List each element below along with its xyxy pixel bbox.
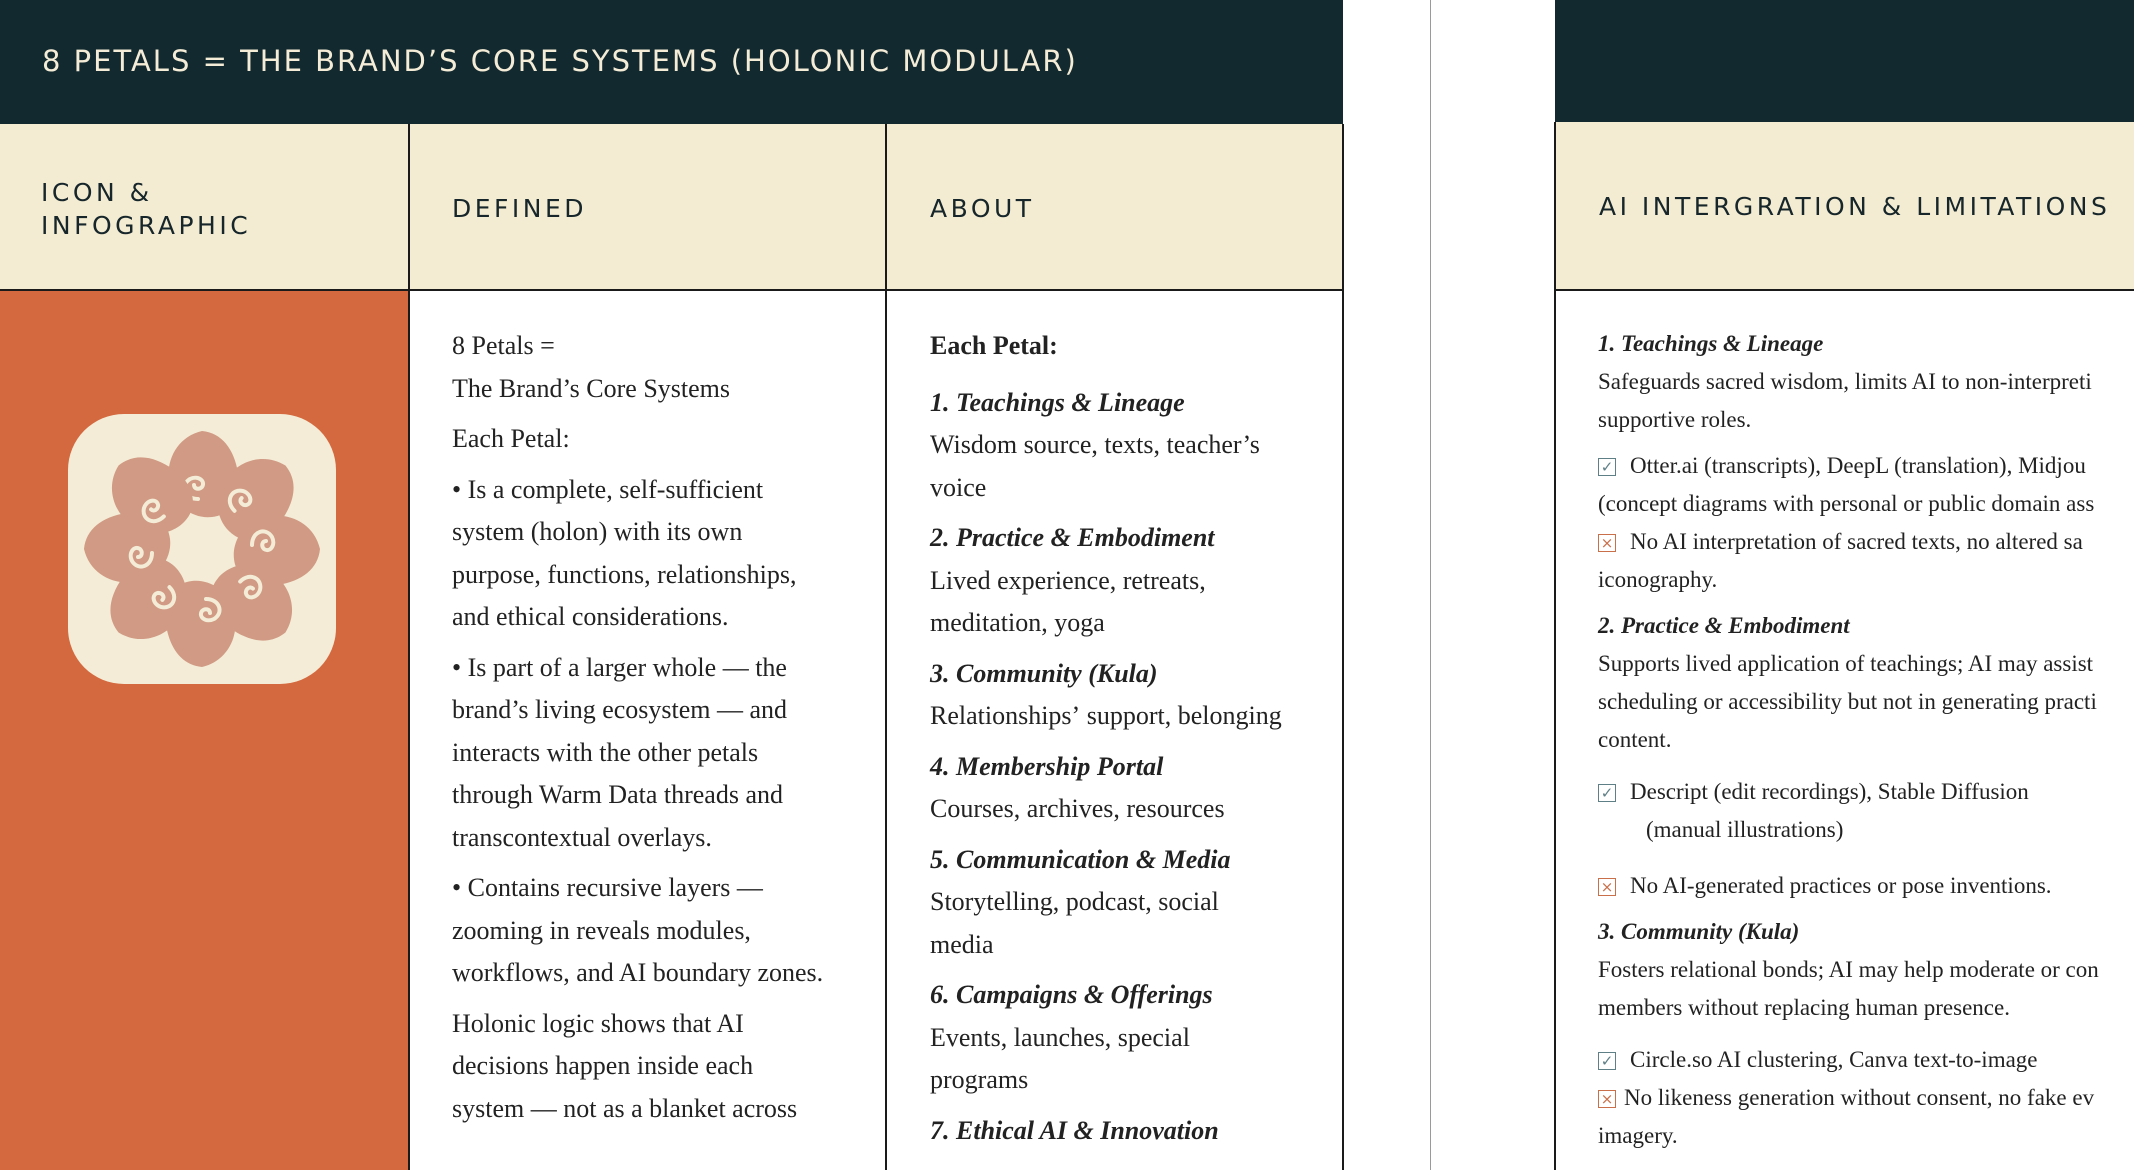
column-header-about <box>887 124 1343 289</box>
defined-holonic-line: Holonic logic shows that AI <box>452 1008 744 1038</box>
petal-desc: programs <box>930 1065 1029 1094</box>
ai-desc: Safeguards sacred wisdom, limits AI to non-interpreti <box>1598 369 2092 394</box>
petal-desc: Storytelling, podcast, social <box>930 887 1219 916</box>
title-bar <box>0 0 1343 124</box>
checkbox-checked-icon: ✓ <box>1598 784 1616 802</box>
column-header-defined-label: DEFINED <box>452 194 588 223</box>
petal-title: 7. Ethical AI & Innovation <box>930 1115 1219 1145</box>
checkbox-cross-icon: × <box>1598 1090 1616 1108</box>
column-divider <box>408 124 410 1170</box>
column-header-defined <box>410 124 885 289</box>
ai-allowed-line <box>1598 773 2134 811</box>
defined-bullet-line: purpose, functions, relationships, <box>452 559 797 589</box>
ai-forbidden-text: No AI-generated practices or pose inventions. <box>1630 873 2052 898</box>
defined-bullet-line: • Is part of a larger whole — the <box>452 652 787 682</box>
petal-title: 4. Membership Portal <box>930 751 1164 781</box>
defined-bullet-line: system (holon) with its own <box>452 517 743 546</box>
column-header-icon <box>0 124 408 289</box>
defined-intro-line: The Brand’s Core Systems <box>452 373 731 403</box>
column-header-icon-line1: ICON & <box>41 178 153 207</box>
about-cell <box>930 325 1330 1152</box>
ai-forbidden-line <box>1598 867 2134 905</box>
ai-forbidden-line <box>1598 523 2134 561</box>
defined-bullet-line: workflows, and AI boundary zones. <box>452 958 824 987</box>
defined-each-petal: Each Petal: <box>452 424 570 453</box>
ai-forbidden-text: No AI interpretation of sacred texts, no altered sa <box>1630 529 2083 554</box>
ai-allowed-text: Circle.so AI clustering, Canva text-to-image <box>1630 1047 2038 1072</box>
ai-allowed-text: (manual illustrations) <box>1646 817 1844 842</box>
ai-desc: Supports lived application of teachings; AI may assist <box>1598 651 2094 676</box>
petal-desc: Lived experience, retreats, <box>930 565 1206 595</box>
ai-allowed-line <box>1598 447 2134 485</box>
column-divider <box>885 124 887 1170</box>
header-rule <box>1555 289 2134 291</box>
checkbox-cross-icon: × <box>1598 534 1616 552</box>
icon-tile <box>68 414 336 684</box>
defined-bullet-line: through Warm Data threads and <box>452 780 783 809</box>
defined-bullet-line: • Contains recursive layers — <box>452 873 763 902</box>
defined-bullet-line: and ethical considerations. <box>452 602 729 631</box>
eight-petal-spiral-flower-icon <box>68 414 336 684</box>
ai-cell <box>1598 325 2134 1155</box>
ai-desc: members without replacing human presence. <box>1598 995 2010 1020</box>
petal-title: 6. Campaigns & Offerings <box>930 980 1213 1009</box>
petal-title: 2. Practice & Embodiment <box>930 523 1215 552</box>
petal-desc: Relationshipsʼ support, belonging <box>930 701 1282 730</box>
ai-allowed-line <box>1598 1041 2134 1079</box>
ai-forbidden-text: imagery. <box>1598 1123 1678 1148</box>
column-header-ai <box>1555 122 2134 289</box>
column-header-icon-line2: INFOGRAPHIC <box>41 211 252 240</box>
defined-holonic-line: decisions happen inside each <box>452 1051 754 1080</box>
defined-holonic-line: system — not as a blanket across <box>452 1093 798 1123</box>
defined-bullet-line: interacts with the other petals <box>452 737 759 767</box>
petal-desc: Wisdom source, texts, teacher’s <box>930 430 1260 459</box>
defined-intro-line: 8 Petals = <box>452 331 555 360</box>
page-gutter-line <box>1430 0 1431 1170</box>
about-heading: Each Petal: <box>930 331 1058 360</box>
petal-title: 1. Teachings & Lineage <box>930 387 1185 417</box>
petal-desc: media <box>930 929 994 959</box>
defined-cell <box>452 325 872 1130</box>
petal-desc: meditation, yoga <box>930 608 1105 637</box>
ai-section-title: 3. Community (Kula) <box>1598 919 1800 944</box>
ai-section-title: 1. Teachings & Lineage <box>1598 331 1824 356</box>
defined-bullet-line: zooming in reveals modules, <box>452 915 751 945</box>
column-header-about-label: ABOUT <box>930 194 1035 223</box>
document-title: 8 PETALS = THE BRAND’S CORE SYSTEMS (HOLONIC MODULAR) <box>42 44 1078 78</box>
ai-allowed-text: (concept diagrams with personal or public domain ass <box>1598 491 2095 516</box>
ai-forbidden-line <box>1598 1079 2134 1117</box>
ai-section-title: 2. Practice & Embodiment <box>1598 613 1850 638</box>
ai-desc: content. <box>1598 727 1672 752</box>
title-bar-right <box>1555 0 2134 122</box>
ai-desc: supportive roles. <box>1598 407 1752 432</box>
ai-forbidden-text: No likeness generation without consent, no fake ev <box>1624 1085 2095 1110</box>
checkbox-checked-icon: ✓ <box>1598 1052 1616 1070</box>
petal-desc: voice <box>930 472 987 502</box>
ai-desc: Fosters relational bonds; AI may help moderate or con <box>1598 957 2099 982</box>
column-divider <box>1342 124 1344 1170</box>
petal-desc: Courses, archives, resources <box>930 794 1225 823</box>
icon-column <box>0 291 408 1170</box>
column-header-ai-label: AI INTERGRATION & LIMITATIONS <box>1599 192 2111 221</box>
petal-desc: Events, launches, special <box>930 1022 1190 1052</box>
defined-bullet-line: brand’s living ecosystem — and <box>452 695 788 724</box>
ai-forbidden-text: iconography. <box>1598 567 1718 592</box>
petal-title: 3. Community (Kula) <box>930 658 1158 688</box>
column-divider <box>1554 122 1556 1170</box>
petal-title: 5. Communication & Media <box>930 844 1231 874</box>
checkbox-cross-icon: × <box>1598 878 1616 896</box>
ai-allowed-text: Otter.ai (transcripts), DeepL (translation), Midjou <box>1630 453 2086 478</box>
defined-bullet-line: transcontextual overlays. <box>452 822 712 852</box>
ai-allowed-text: Descript (edit recordings), Stable Diffusion <box>1630 779 2029 804</box>
checkbox-checked-icon: ✓ <box>1598 458 1616 476</box>
ai-desc: scheduling or accessibility but not in generating practi <box>1598 689 2097 714</box>
defined-bullet-line: • Is a complete, self-sufficient <box>452 474 764 504</box>
